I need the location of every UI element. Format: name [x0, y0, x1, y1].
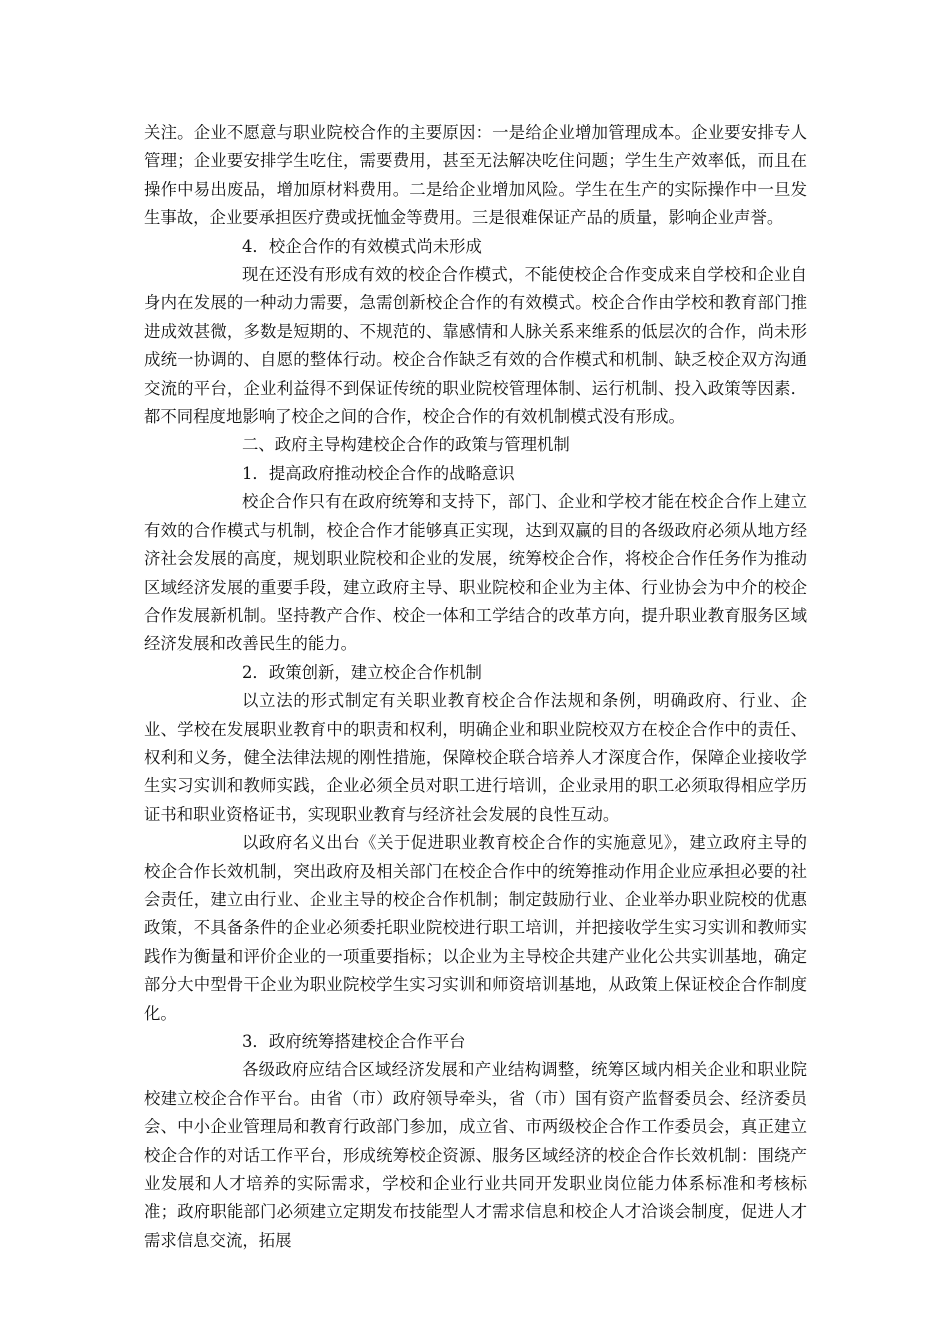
section-heading: 3．政府统筹搭建校企合作平台	[242, 1032, 466, 1051]
body-paragraph: 以政府名义出台《关于促进职业教育校企合作的实施意见》，建立政府主导的校企合作长效机制，突出政府及相关部门在校企合作中的统筹推动作用企业应承担必要的社会责任，建立由行业、企业主导的校企合作机制；制定鼓励行业、企业举办职业院校的优惠政策，不具备条件的企业必须委托职业院校进行职工培训，并把接收学生实习实训和教师实践作为衡量和评价企业的一项重要指标；以企业为主导校企共建产业化公共实训基地，确定部分大中型骨干企业为职业院校学生实习实训和师资培训基地，从政策上保证校企合作制度化。	[144, 833, 807, 1023]
body-paragraph: 以立法的形式制定有关职业教育校企合作法规和条例，明确政府、行业、企业、学校在发展职业教育中的职责和权利，明确企业和职业院校双方在校企合作中的责任、权利和义务，健全法律法规的刚性措施，保障校企联合培养人才深度合作，保障企业接收学生实习实训和教师实践，企业必须全员对职工进行培训，企业录用的职工必须取得相应学历证书和职业资格证书，实现职业教育与经济社会发展的良性互动。	[144, 691, 807, 824]
body-paragraph: 各级政府应结合区域经济发展和产业结构调整，统筹区域内相关企业和职业院校建立校企合作平台。由省（市）政府领导牵头，省（市）国有资产监督委员会、经济委员会、中小企业管理局和教育行政部门参加，成立省、市两级校企合作工作委员会，真正建立校企合作的对话工作平台，形成统筹校企资源、服务区域经济的校企合作长效机制：围绕产业发展和人才培养的实际需求，学校和企业行业共同开发职业岗位能力体系标准和考核标准；政府职能部门必须建立定期发布技能型人才需求信息和校企人才洽谈会制度，促进人才需求信息交流，拓展	[144, 1060, 807, 1250]
section-heading: 4．校企合作的有效模式尚未形成	[242, 236, 482, 256]
section-heading: 2．政策创新，建立校企合作机制	[242, 662, 482, 682]
body-paragraph: 现在还没有形成有效的校企合作模式，不能使校企合作变成来自学校和企业自身内在发展的一种动力需要，急需创新校企合作的有效模式。校企合作由学校和教育部门推进成效甚微，多数是短期的、不规范的、靠感情和人脉关系来维系的低层次的合作，尚未形成统一协调的、自愿的整体行动。校企合作缺乏有效的合作模式和机制、缺乏校企双方沟通交流的平台，企业利益得不到保证传统的职业院校管理体制、运行机制、投入政策等因素．都不同程度地影响了校企之间的合作，校企合作的有效机制模式没有形成。	[144, 265, 807, 427]
body-paragraph: 校企合作只有在政府统筹和支持下，部门、企业和学校才能在校企合作上建立有效的合作模式与机制，校企合作才能够真正实现，达到双赢的目的各级政府必须从地方经济社会发展的高度，规划职业院校和企业的发展，统筹校企合作，将校企合作任务作为推动区域经济发展的重要手段，建立政府主导、职业院校和企业为主体、行业协会为中介的校企合作发展新机制。坚持教产合作、校企一体和工学结合的改革方向，提升职业教育服务区域经济发展和改善民生的能力。	[144, 492, 807, 654]
chapter-heading: 二、政府主导构建校企合作的政策与管理机制	[242, 435, 570, 455]
body-paragraph: 关注。企业不愿意与职业院校合作的主要原因：一是给企业增加管理成本。企业要安排专人管理；企业要安排学生吃住，需要费用，甚至无法解决吃住问题；学生生产效率低，而且在操作中易出废品，增加原材料费用。二是给企业增加风险。学生在生产的实际操作中一旦发生事故，企业要承担医疗费或抚恤金等费用。三是很难保证产品的质量，影响企业声誉。	[144, 123, 807, 228]
document-body	[144, 119, 807, 1255]
section-heading: 1．提高政府推动校企合作的战略意识	[242, 463, 515, 483]
